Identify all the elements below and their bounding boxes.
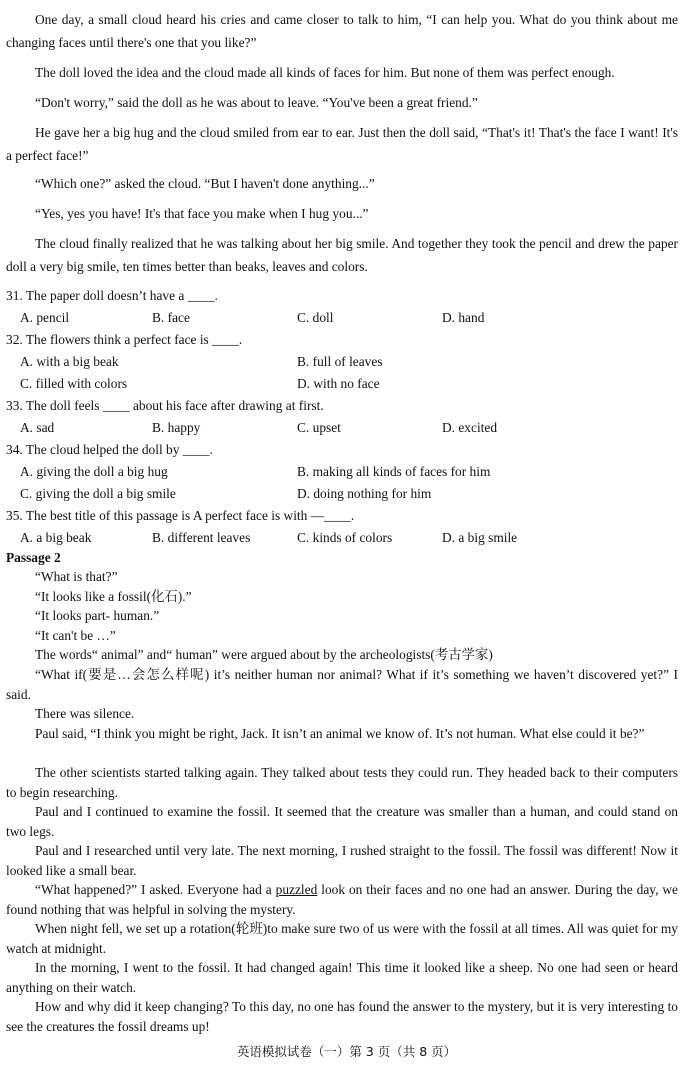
option-a: A. pencil bbox=[20, 310, 70, 325]
passage2-paragraph: Paul and I continued to examine the fossil. It seemed that the creature was smaller than a human, and could stand on two legs. bbox=[6, 804, 678, 839]
option-d: D. excited bbox=[442, 420, 498, 435]
option-b: B. making all kinds of faces for him bbox=[297, 464, 491, 479]
narration-line: The words“ animal” and“ human” were argued about by the archeologists(考古学家) bbox=[35, 647, 493, 662]
question-33-stem: 33. The doll feels ____ about his face after drawing at first. bbox=[6, 398, 324, 413]
dialogue-line: “It can't be …” bbox=[35, 628, 116, 643]
question-32-stem: 32. The flowers think a perfect face is ____. bbox=[6, 332, 243, 347]
option-c: C. upset bbox=[297, 420, 341, 435]
passage2-paragraph: In the morning, I went to the fossil. It had changed again! This time it looked like a sheep. No one had seen or heard anything on their watch. bbox=[6, 960, 678, 995]
option-b: B. full of leaves bbox=[297, 354, 383, 369]
question-35-options bbox=[20, 527, 680, 548]
passage2-paragraph: Paul said, “I think you might be right, Jack. It isn’t an animal we know of. It’s not human. What else could it be?” bbox=[35, 726, 645, 741]
passage1-paragraph: “Which one?” asked the cloud. “But I haven't done anything...” bbox=[35, 176, 375, 191]
passage2-paragraph bbox=[6, 880, 678, 920]
passage1-paragraph: “Yes, yes you have! It's that face you make when I hug you...” bbox=[35, 206, 369, 221]
underlined-word: puzzled bbox=[275, 882, 318, 897]
dialogue-line: “What is that?” bbox=[35, 569, 118, 584]
passage1-paragraph: “Don't worry,” said the doll as he was about to leave. “You've been a great friend.” bbox=[35, 95, 478, 110]
question-34-stem: 34. The cloud helped the doll by ____. bbox=[6, 442, 213, 457]
question-35-stem: 35. The best title of this passage is A perfect face is with —____. bbox=[6, 508, 355, 523]
option-c: C. filled with colors bbox=[20, 376, 128, 391]
option-b: B. happy bbox=[152, 420, 201, 435]
question-34-options-row1 bbox=[20, 461, 680, 482]
passage1-paragraph: The cloud finally realized that he was talking about her big smile. And together they took the pencil and drew the paper doll a very big smile, ten times better than beaks, leaves and colors. bbox=[6, 236, 678, 274]
passage2-paragraph: How and why did it keep changing? To this day, no one has found the answer to the mystery, but it is very interesting to see the creatures the fossil dreams up! bbox=[6, 999, 678, 1034]
option-c: C. giving the doll a big smile bbox=[20, 486, 176, 501]
passage2-paragraph: When night fell, we set up a rotation(轮班)to make sure two of us were with the fossil at all times. All was quiet for my watch at midnight. bbox=[6, 921, 678, 956]
dialogue-line: “It looks like a fossil(化石).” bbox=[35, 589, 192, 604]
question-32-options-row2 bbox=[20, 373, 680, 394]
page-footer: 英语模拟试卷（一）第 3 页（共 8 页） bbox=[236, 1044, 457, 1059]
option-a: A. a big beak bbox=[20, 530, 92, 545]
option-a: A. giving the doll a big hug bbox=[20, 464, 168, 479]
option-d: D. hand bbox=[442, 310, 485, 325]
option-a: A. sad bbox=[20, 420, 55, 435]
passage2-paragraph: There was silence. bbox=[35, 706, 135, 721]
option-d: D. doing nothing for him bbox=[297, 486, 432, 501]
passage1-paragraph: One day, a small cloud heard his cries and came closer to talk to him, “I can help you. What do you think about me changing faces until there's one that you like?” bbox=[6, 12, 678, 50]
passage2-paragraph: Paul and I researched until very late. The next morning, I rushed straight to the fossil. The fossil was different! Now it looked like a small bear. bbox=[6, 843, 678, 878]
question-34-options-row2 bbox=[20, 483, 680, 504]
passage2-paragraph: “What if(要是…会怎么样呢) it’s neither human nor animal? What if it’s something we haven’t discovered yet?” I said. bbox=[6, 667, 678, 702]
option-b: B. different leaves bbox=[152, 530, 251, 545]
passage-2-heading: Passage 2 bbox=[6, 550, 61, 565]
text-segment: “What happened?” I asked. Everyone had a bbox=[35, 882, 272, 897]
option-b: B. face bbox=[152, 310, 190, 325]
question-31-options bbox=[20, 307, 680, 328]
option-d: D. a big smile bbox=[442, 530, 518, 545]
question-33-options bbox=[20, 417, 680, 438]
passage1-paragraph: He gave her a big hug and the cloud smiled from ear to ear. Just then the doll said, “That's it! That's the face I want! It's a perfect face!” bbox=[6, 125, 678, 163]
text-segment: look on their faces and no one had an answer. During the day, we found nothing that was helpful in solving the mystery. bbox=[6, 882, 678, 917]
passage1-paragraph: The doll loved the idea and the cloud made all kinds of faces for him. But none of them was perfect enough. bbox=[35, 65, 615, 80]
option-a: A. with a big beak bbox=[20, 354, 119, 369]
option-c: C. doll bbox=[297, 310, 334, 325]
dialogue-line: “It looks part- human.” bbox=[35, 608, 160, 623]
option-d: D. with no face bbox=[297, 376, 380, 391]
question-32-options-row1 bbox=[20, 351, 680, 372]
passage2-paragraph: The other scientists started talking again. They talked about tests they could run. They headed back to their computers to begin researching. bbox=[6, 765, 678, 800]
question-31-stem: 31. The paper doll doesn’t have a ____. bbox=[6, 288, 218, 303]
option-c: C. kinds of colors bbox=[297, 530, 393, 545]
